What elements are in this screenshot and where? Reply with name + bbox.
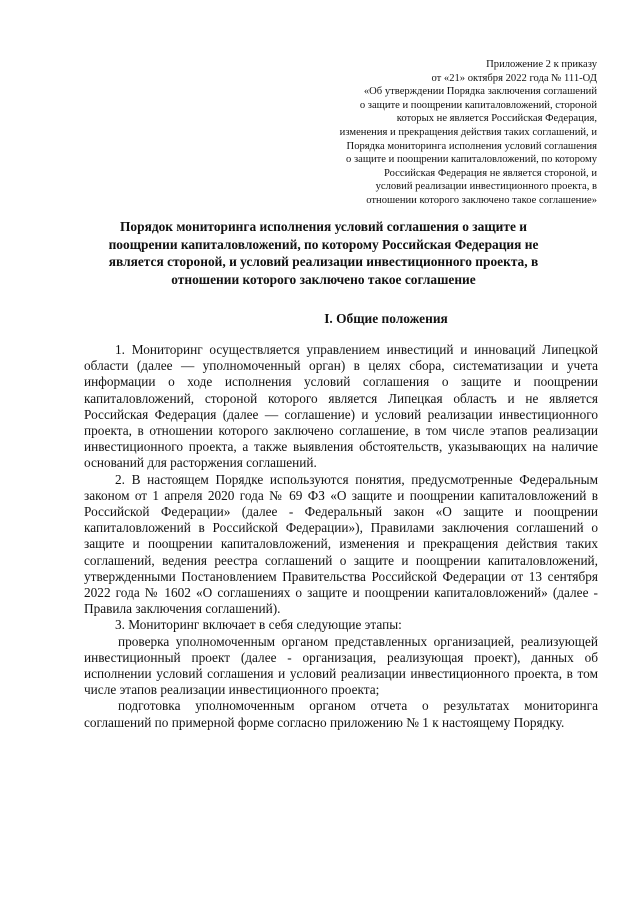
- appendix-line: Российская Федерация не является стороной, и: [383, 167, 597, 179]
- paragraph-3-item-1: проверка уполномоченным органом представленных организацией, реализующей инвестиционный проект (далее - организация, реализующая проект), данных об исполнении условий соглашения и условий реализации инвестиционного проекта, в том числе этапов реализации инвестиционного проекта;: [84, 633, 598, 698]
- paragraph-1: 1. Мониторинг осуществляется управлением инвестиций и инноваций Липецкой области (далее — уполномоченный орган) в целях сбора, систематизации и учета информации о ходе исполнения условий соглашения о защите и поощрении капиталовложений, стороной которого является Липецкая область и не является Российская Федерация (далее — соглашение) и условий реализации инвестиционного проекта, в отношении которого заключено соглашение, в том числе этапов реализации инвестиционного проекта, а также выявления обстоятельств, указывающих на наличие оснований для расторжения соглашений.: [84, 342, 598, 471]
- document-body: [84, 342, 598, 731]
- section-heading: [0, 311, 640, 327]
- paragraph-3: 3. Мониторинг включает в себя следующие этапы:: [115, 617, 402, 633]
- appendix-line: условий реализации инвестиционного проекта, в: [375, 181, 597, 193]
- appendix-line: отношении которого заключено такое соглашение»: [366, 194, 597, 206]
- appendix-header: [277, 58, 597, 208]
- paragraph-3-item-2: подготовка уполномоченным органом отчета о результатах мониторинга соглашений по примерной форме согласно приложению № 1 к настоящему Порядку.: [84, 698, 598, 730]
- document-title: Порядок мониторинга исполнения условий соглашения о защите и поощрении капиталовложений, по которому Российская Федерация не является стороной, и условий реализации инвестиционного проекта, в отношении которого заключено такое соглашение: [108, 219, 539, 287]
- appendix-line: изменения и прекращения действия таких соглашений, и: [339, 126, 597, 138]
- appendix-line: Порядка мониторинга исполнения условий соглашения: [346, 140, 597, 152]
- appendix-line: от «21» октября 2022 года № 111-ОД: [431, 72, 597, 84]
- appendix-line: о защите и поощрении капиталовложений, стороной: [359, 99, 597, 111]
- appendix-line: которых не является Российская Федерация,: [396, 113, 597, 125]
- appendix-line: «Об утверждении Порядка заключения соглашений: [363, 86, 597, 98]
- appendix-line: Приложение 2 к приказу: [486, 59, 597, 70]
- appendix-line: о защите и поощрении капиталовложений, по которому: [346, 154, 597, 166]
- section-heading-text: I. Общие положения: [324, 311, 448, 326]
- paragraph-2: 2. В настоящем Порядке используются понятия, предусмотренные Федеральным законом от 1 апреля 2020 года № 69 ФЗ «О защите и поощрении капиталовложений в Российской Федерации» (далее - Федеральный закон «О защите и поощрении капиталовложений в Российской Федерации»), Правилами заключения соглашений о защите и поощрении капиталовложений, изменения и прекращения действия таких соглашений, ведения реестра соглашений о защите и поощрении капиталовложений, утвержденными Постановлением Правительства Российской Федерации от 13 сентября 2022 года № 1602 «О соглашениях о защите и поощрении капиталовложений» (далее - Правила заключения соглашений).: [84, 471, 598, 617]
